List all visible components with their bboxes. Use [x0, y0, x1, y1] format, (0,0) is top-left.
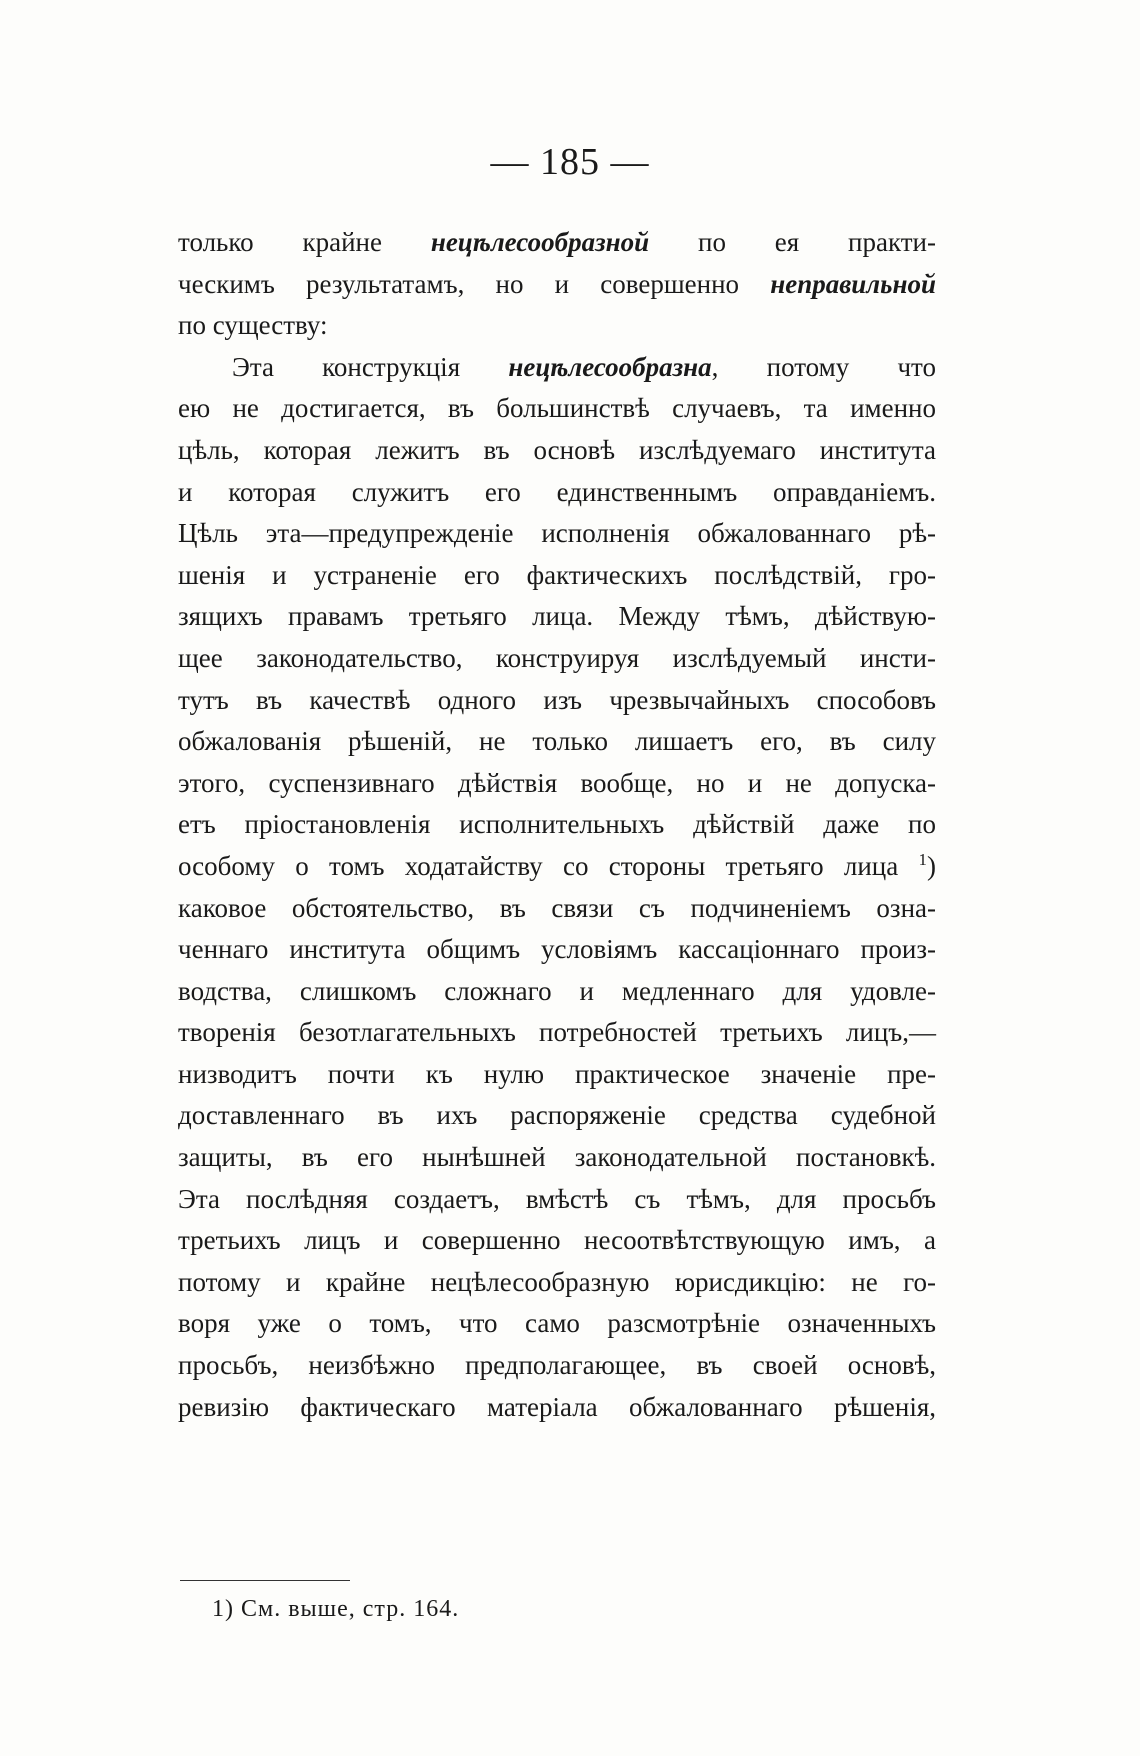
text-run: потому и крайне нецѣлесообразную юрисдикцію: не го- — [178, 1266, 936, 1297]
text-line — [178, 222, 936, 264]
text-run: ею не достигается, въ большинствѣ случаевъ, та именно — [178, 393, 936, 424]
emphasized-term: нецѣлесообразна — [508, 351, 712, 382]
text-run: щее законодательство, конструируя изслѣдуемый инсти- — [178, 642, 936, 673]
body-text — [178, 222, 936, 1428]
footnote-reference: 1 — [918, 849, 927, 869]
text-line — [178, 721, 936, 763]
text-run: Эта послѣдняя создаетъ, вмѣстѣ съ тѣмъ, для просьбъ — [178, 1183, 936, 1214]
text-run: просьбъ, неизбѣжно предполагающее, въ своей основѣ, — [178, 1350, 936, 1381]
text-line — [178, 680, 936, 722]
text-run: и которая служитъ его единственнымъ оправданіемъ. — [178, 476, 936, 507]
page-number: — 185 — — [490, 141, 650, 183]
text-line — [178, 430, 936, 472]
text-line — [178, 596, 936, 638]
emphasized-term: неправильной — [770, 268, 936, 299]
text-line — [178, 1262, 936, 1304]
text-run: творенія безотлагательныхъ потребностей третьихъ лицъ,— — [178, 1017, 936, 1048]
text-line — [178, 513, 936, 555]
text-line — [178, 264, 936, 306]
text-line — [178, 1054, 936, 1096]
text-line — [178, 929, 936, 971]
text-run: низводитъ почти къ нулю практическое значеніе пре- — [178, 1058, 936, 1089]
text-line — [178, 1387, 936, 1429]
text-run: особому о томъ ходатайству со стороны третьяго лица — [178, 850, 919, 881]
text-run: ревизію фактическаго матеріала обжалованнаго рѣшенія, — [178, 1391, 936, 1422]
text-run: защиты, въ его нынѣшней законодательной постановкѣ. — [178, 1142, 936, 1173]
text-run: каковое обстоятельство, въ связи съ подчиненіемъ озна- — [178, 892, 936, 923]
text-run: цѣль, которая лежитъ въ основѣ изслѣдуемаго института — [178, 434, 936, 465]
emphasized-term: нецѣлесообразной — [430, 227, 650, 257]
text-line — [178, 1303, 936, 1345]
text-line — [178, 347, 936, 389]
text-line — [178, 1179, 936, 1221]
text-run: водства, слишкомъ сложнаго и медленнаго для удовле- — [178, 975, 936, 1006]
text-run: ченнаго института общимъ условіямъ кассаціоннаго произ- — [178, 934, 936, 965]
text-line — [178, 388, 936, 430]
text-run: по существу: — [178, 310, 328, 341]
text-line — [178, 1095, 936, 1137]
text-run: только крайне — [178, 227, 431, 257]
text-line — [178, 1012, 936, 1054]
text-line — [178, 305, 936, 347]
footnote-divider — [180, 1580, 350, 1581]
footnote: 1) См. выше, стр. 164. — [212, 1596, 460, 1622]
text-line — [178, 763, 936, 805]
text-line — [178, 971, 936, 1013]
text-run: шенія и устраненіе его фактическихъ послѣдствій, гро- — [178, 559, 936, 590]
text-run: ) — [927, 850, 936, 881]
text-line — [178, 555, 936, 597]
text-line — [178, 1345, 936, 1387]
text-run: воря уже о томъ, что само разсмотрѣніе означенныхъ — [178, 1308, 936, 1339]
text-line — [178, 1220, 936, 1262]
text-run: , потому что — [711, 351, 936, 382]
text-run: ческимъ результатамъ, но и совершенно — [178, 268, 771, 299]
text-line — [178, 638, 936, 680]
text-line — [178, 472, 936, 514]
text-run: тутъ въ качествѣ одного изъ чрезвычайныхъ способовъ — [178, 684, 936, 715]
text-run: зящихъ правамъ третьяго лица. Между тѣмъ, дѣйствую- — [178, 601, 936, 632]
text-line — [178, 1137, 936, 1179]
text-line — [178, 804, 936, 846]
text-run: Цѣль эта—предупрежденіе исполненія обжалованнаго рѣ- — [178, 518, 936, 549]
text-run: етъ пріостановленія исполнительныхъ дѣйствій даже по — [178, 809, 936, 840]
text-run: третьихъ лицъ и совершенно несоотвѣтствующую имъ, а — [178, 1225, 936, 1256]
text-run: обжалованія рѣшеній, не только лишаетъ его, въ силу — [178, 726, 936, 757]
text-run: этого, суспензивнаго дѣйствія вообще, но и не допуска- — [178, 767, 936, 798]
text-line — [178, 888, 936, 930]
text-run: доставленнаго въ ихъ распоряженіе средства судебной — [178, 1100, 936, 1131]
text-line — [178, 846, 936, 888]
text-run: Эта конструкція — [232, 351, 509, 382]
text-run: по ея практи- — [649, 227, 936, 257]
